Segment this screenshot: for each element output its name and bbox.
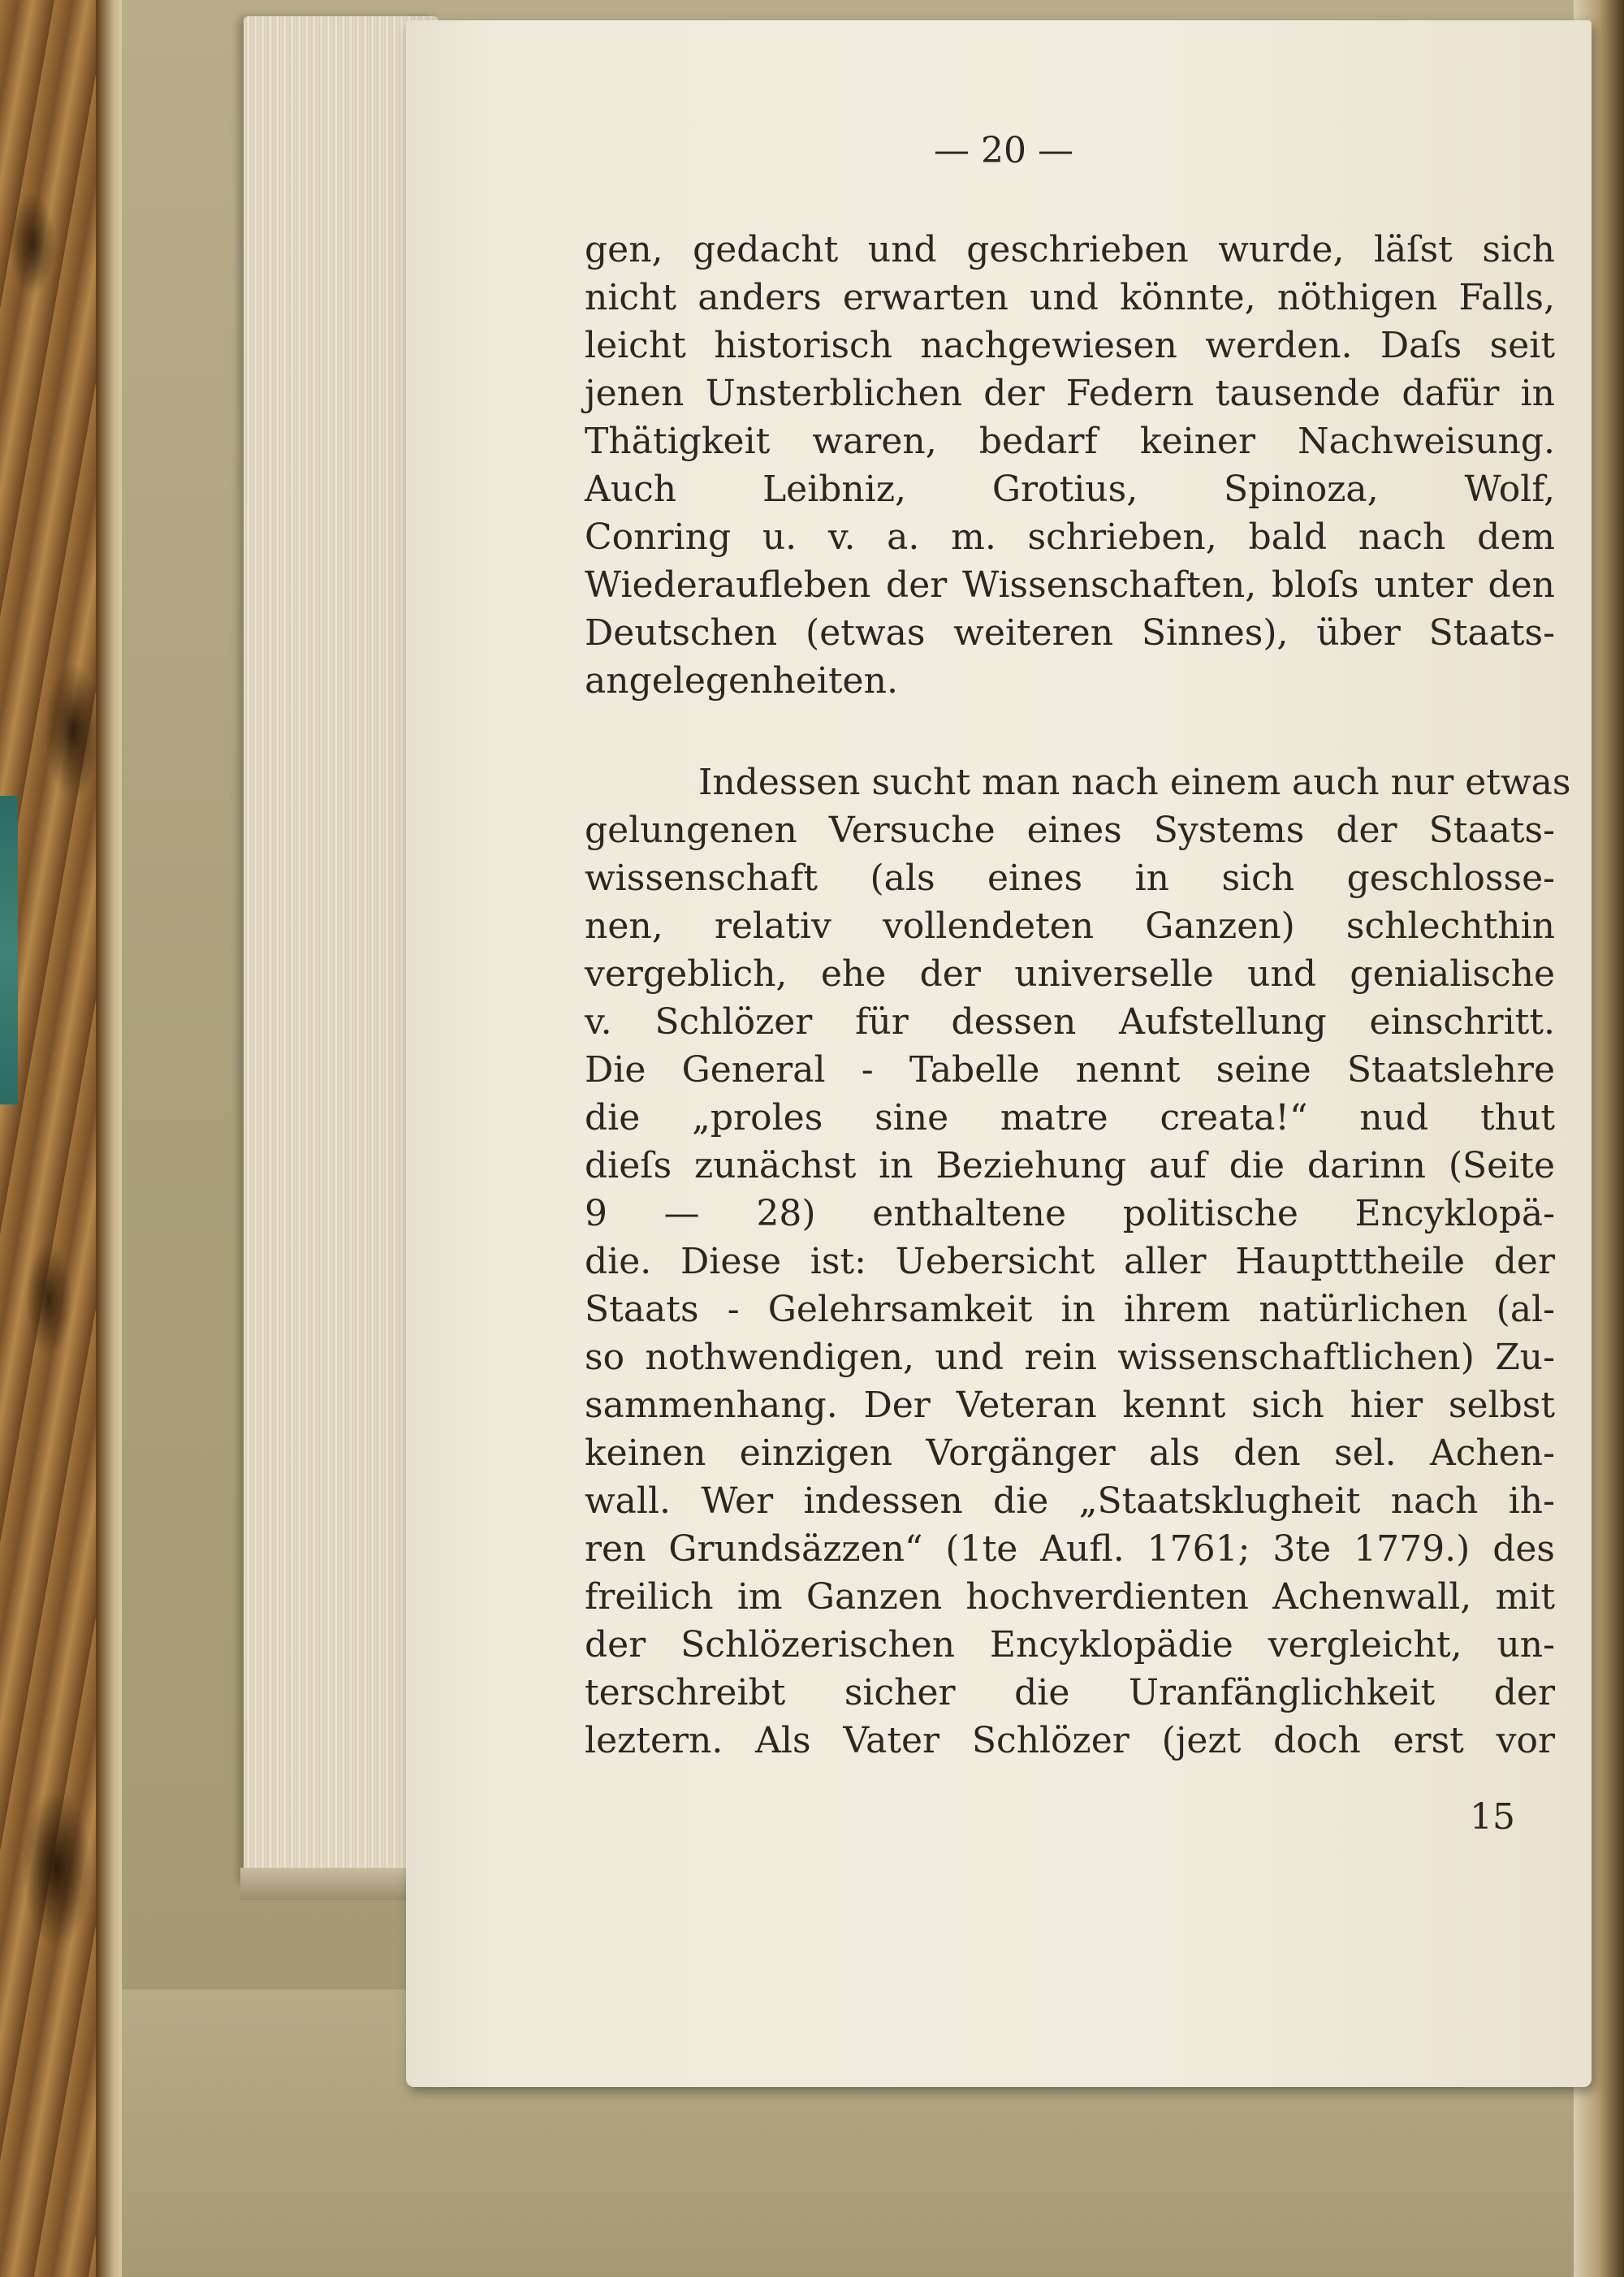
- page-text: [585, 226, 1571, 1765]
- text-line: gelungenen Versuche eines Systems der Staats-: [585, 810, 1555, 851]
- text-line: gen, gedacht und geschrieben wurde, läſst sich: [585, 229, 1555, 270]
- text-line: 9 — 28) enthaltene politische Encyklopä-: [585, 1193, 1555, 1234]
- text-line: leztern. Als Vater Schlözer (jezt doch erst vor: [585, 1720, 1555, 1761]
- text-line: Thätigkeit waren, bedarf keiner Nachweisung.: [585, 421, 1555, 462]
- text-line: ren Grundsäzzen“ (1te Aufl. 1761; 3te 1779.) des: [585, 1528, 1555, 1570]
- text-line: so nothwendigen, und rein wissenschaftlichen) Zu-: [585, 1337, 1555, 1378]
- text-line: wall. Wer indessen die „Staatsklugheit nach ih-: [585, 1480, 1555, 1522]
- text-line: Deutschen (etwas weiteren Sinnes), über Staats-: [585, 612, 1555, 654]
- text-line: vergeblich, ehe der universelle und genialische: [585, 953, 1555, 995]
- text-line: leicht historisch nachgewiesen werden. Daſs seit: [585, 325, 1555, 366]
- text-line: Staats - Gelehrsamkeit in ihrem natürlichen (al-: [585, 1289, 1555, 1330]
- text-line: dieſs zunächst in Beziehung auf die darinn (Seite: [585, 1145, 1555, 1186]
- text-line: keinen einzigen Vorgänger als den sel. Achen-: [585, 1432, 1555, 1474]
- text-line: Indessen sucht man nach einem auch nur etwas: [698, 762, 1571, 803]
- text-line: jenen Unsterblichen der Federn tausende dafür in: [585, 373, 1555, 414]
- cover-label-band: [0, 796, 18, 1104]
- page-number: — 20 —: [934, 130, 1073, 171]
- cover-edge: [96, 0, 122, 2277]
- paragraph-gap: [585, 705, 1555, 758]
- text-line: freilich im Ganzen hochverdienten Achenwall, mit: [585, 1576, 1555, 1618]
- text-line: sammenhang. Der Veteran kennt sich hier selbst: [585, 1385, 1555, 1426]
- text-line: Conring u. v. a. m. schrieben, bald nach dem: [585, 516, 1555, 558]
- text-line: Auch Leibniz, Grotius, Spinoza, Wolf,: [585, 469, 1555, 510]
- text-line: angelegenheiten.: [585, 660, 898, 702]
- text-line: die „proles sine matre creata!“ nud thut: [585, 1097, 1555, 1138]
- text-line: der Schlözerischen Encyklopädie vergleicht, un-: [585, 1624, 1555, 1666]
- text-line: nicht anders erwarten und könnte, nöthigen Falls,: [585, 277, 1555, 318]
- text-line: wissenschaft (als eines in sich geschlosse-: [585, 858, 1555, 899]
- text-line: die. Diese ist: Uebersicht aller Hauptttheile der: [585, 1241, 1555, 1282]
- text-line: terschreibt sicher die Uranfänglichkeit der: [585, 1672, 1555, 1713]
- text-line: nen, relativ vollendeten Ganzen) schlechthin: [585, 905, 1555, 947]
- text-line: v. Schlözer für dessen Aufstellung einschritt.: [585, 1001, 1555, 1043]
- catchword: 15: [1470, 1796, 1515, 1838]
- text-line: Wiederaufleben der Wissenschaften, bloſs unter den: [585, 564, 1555, 606]
- text-line: Die General - Tabelle nennt seine Staatslehre: [585, 1049, 1555, 1091]
